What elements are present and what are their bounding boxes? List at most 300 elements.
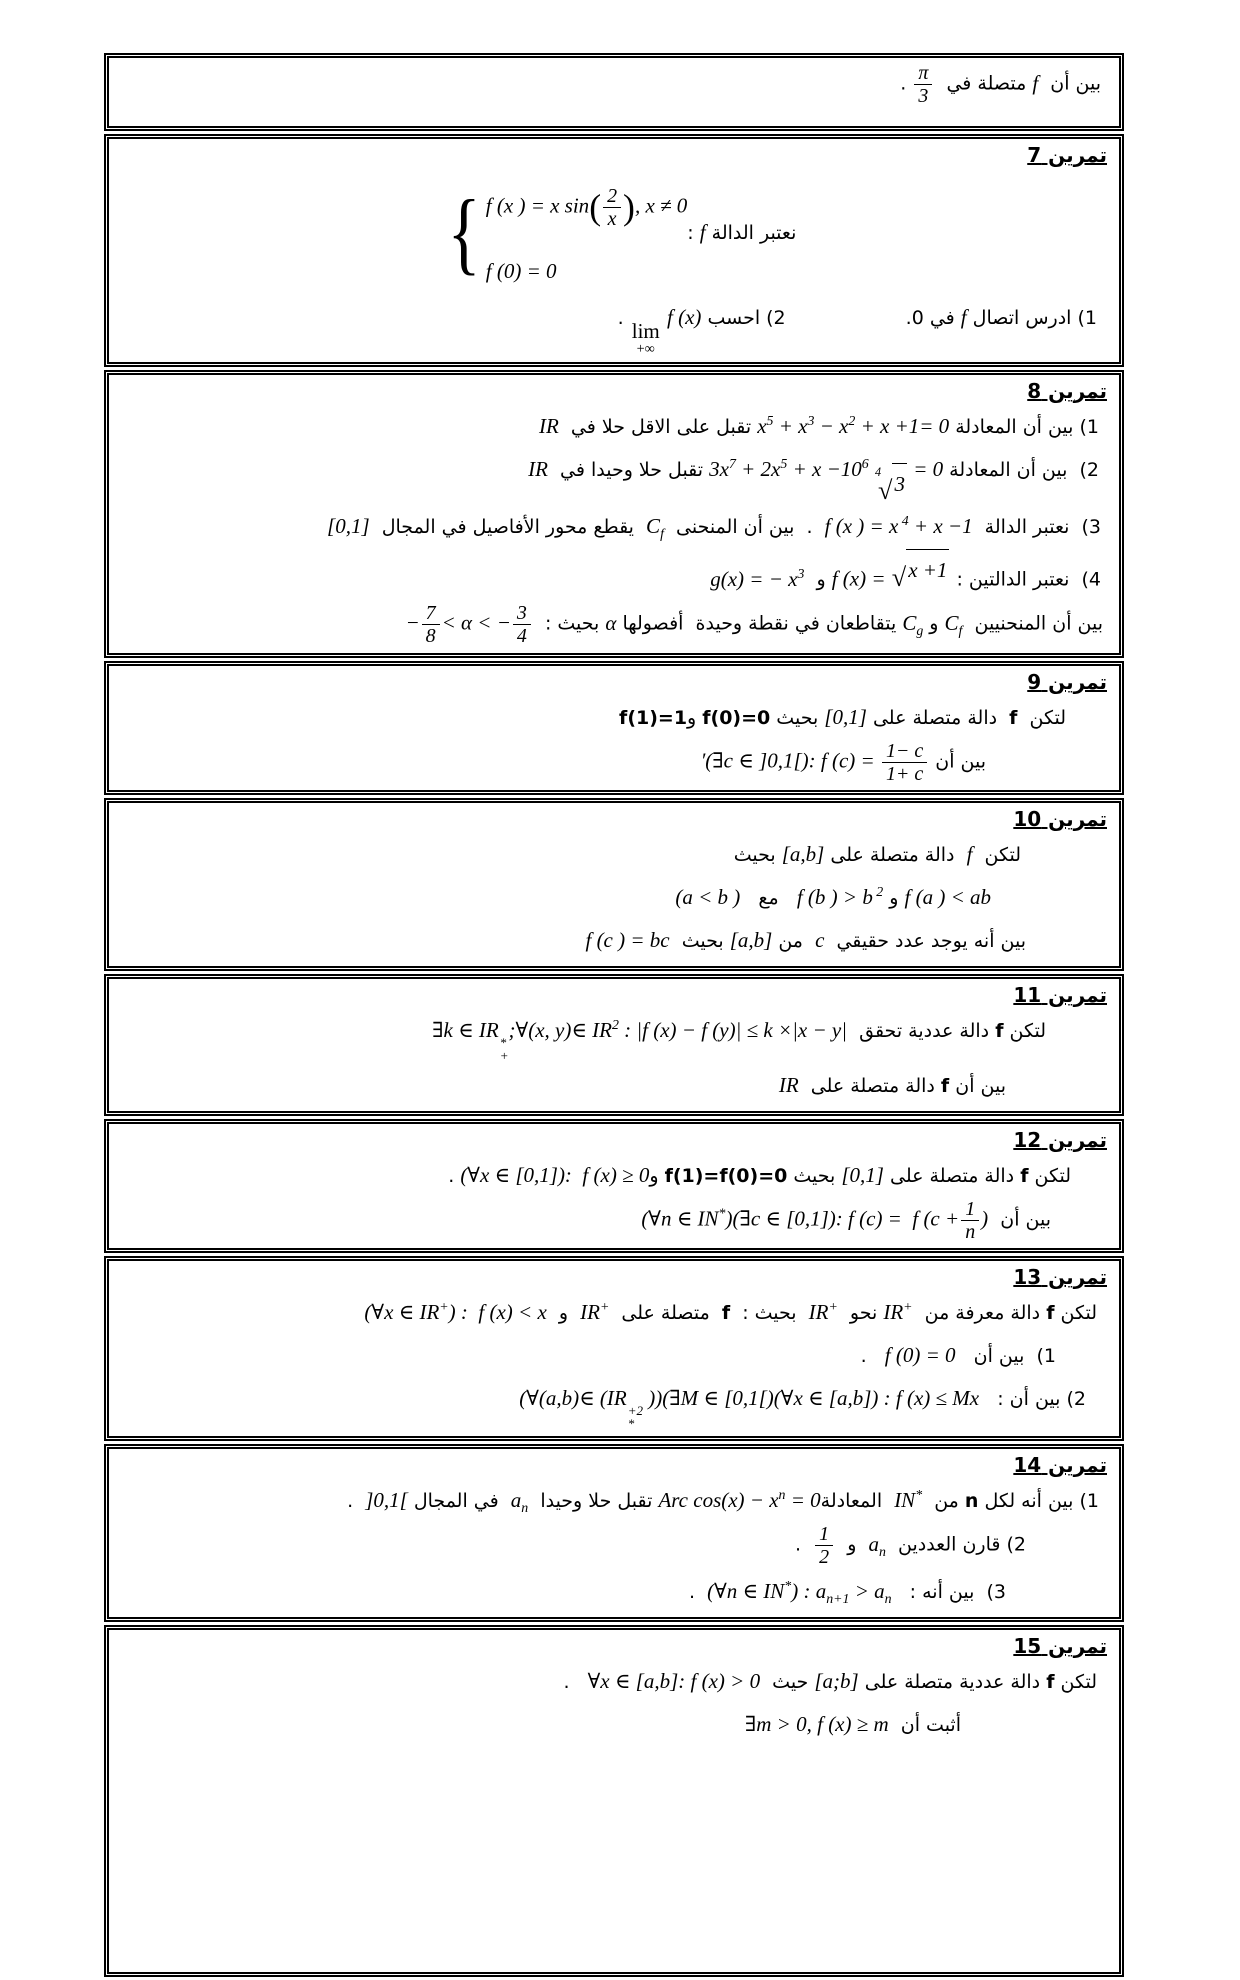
math-text: f bbox=[699, 219, 706, 244]
subscript: f bbox=[660, 526, 664, 542]
arabic-text-run: . bbox=[617, 306, 630, 329]
superscript: + bbox=[828, 1299, 838, 1315]
math-text: f (c ) = bc bbox=[585, 928, 670, 953]
worksheet-line bbox=[117, 1570, 1111, 1613]
math-text: IR bbox=[883, 1300, 904, 1325]
math-island bbox=[813, 1523, 835, 1569]
math-island bbox=[941, 1068, 949, 1105]
math-text: (∀x ∈ [0,1]): f (x) ≥ 0 bbox=[460, 1162, 650, 1187]
math-island bbox=[665, 1158, 788, 1195]
math-text: + 2x bbox=[735, 456, 781, 481]
math-island bbox=[364, 1292, 546, 1333]
superscript: 5 bbox=[780, 455, 788, 471]
arabic-text-run: متصلة في bbox=[934, 72, 1033, 95]
superscript: 2 bbox=[848, 412, 856, 428]
math-island bbox=[630, 297, 702, 357]
math-text: < α < − bbox=[441, 610, 511, 635]
math-text: IR bbox=[528, 456, 548, 481]
math-text: C bbox=[944, 610, 959, 635]
arabic-text-run: . bbox=[860, 1345, 885, 1368]
exercise-8-box bbox=[104, 370, 1124, 658]
math-text: + x bbox=[773, 413, 808, 438]
math-text: [a,b] bbox=[729, 928, 773, 953]
math-text: f(1)=1 bbox=[619, 706, 688, 729]
worksheet-line bbox=[117, 739, 1111, 787]
math-island bbox=[519, 1378, 979, 1431]
math-island bbox=[757, 406, 949, 447]
superscript: 5 bbox=[766, 412, 774, 428]
arabic-text-run: و bbox=[804, 569, 832, 592]
arabic-text-run: أثبت أن bbox=[888, 1713, 961, 1736]
exercise-12-body bbox=[117, 1154, 1111, 1245]
math-text: g(x) = − x bbox=[710, 567, 798, 592]
worksheet-line bbox=[117, 1154, 1111, 1197]
arabic-text-run: . bbox=[448, 1164, 461, 1187]
exercise-7-body bbox=[117, 169, 1111, 358]
math-text: + x +1= 0 bbox=[855, 413, 950, 438]
math-island bbox=[702, 700, 770, 737]
fraction-denominator: 3 bbox=[914, 84, 932, 107]
worksheet-line bbox=[117, 833, 1111, 876]
arabic-text-run: نعتبر الدالة bbox=[705, 221, 797, 244]
worksheet-line bbox=[117, 1660, 1111, 1703]
exercise-6-tail-box bbox=[104, 53, 1124, 131]
arabic-text-run: دالة متصلة على bbox=[798, 1074, 941, 1097]
cases-label bbox=[687, 212, 796, 253]
exercise-13-title: تمرين 13 bbox=[1013, 1265, 1107, 1290]
arabic-text-run: بين أن bbox=[929, 750, 986, 773]
superscript: 4 bbox=[898, 513, 909, 529]
fraction-denominator: n bbox=[961, 1220, 979, 1243]
arabic-text-run: بين أنه يوجد عدد حقيقي bbox=[824, 930, 1026, 953]
subscript: n+1 bbox=[826, 1590, 850, 1606]
exercise-11-box bbox=[104, 974, 1124, 1116]
math-text: α bbox=[605, 610, 617, 635]
fraction bbox=[815, 1523, 833, 1569]
arabic-text-run: المعادلة bbox=[820, 1490, 895, 1513]
math-island bbox=[797, 877, 883, 918]
arabic-text-run: دالة متصلة على bbox=[866, 706, 1010, 729]
math-island bbox=[605, 603, 616, 644]
math-text: a bbox=[510, 1488, 522, 1513]
superscript: + bbox=[903, 1299, 913, 1315]
worksheet-line bbox=[117, 448, 1111, 506]
superscript: * bbox=[915, 1487, 923, 1503]
worksheet-line bbox=[117, 548, 1111, 601]
arabic-text-run: و bbox=[835, 1533, 869, 1556]
math-text: = 0 bbox=[907, 456, 944, 481]
arabic-text-run: 2) بين أن : bbox=[979, 1388, 1086, 1411]
exercise-11-title: تمرين 11 bbox=[1013, 983, 1107, 1008]
exercise-10-title: تمرين 10 bbox=[1013, 807, 1107, 832]
arabic-text-run: دالة عددية تحقق bbox=[847, 1020, 996, 1043]
worksheet-line bbox=[117, 1334, 1111, 1377]
fraction-denominator: 2 bbox=[815, 1545, 833, 1568]
math-text: f(1)=f(0)=0 bbox=[664, 1164, 788, 1187]
worksheet-line bbox=[117, 1703, 1111, 1746]
arabic-text-run: و bbox=[546, 1302, 581, 1325]
math-text: ∃m > 0, f (x) ≥ m bbox=[744, 1711, 889, 1736]
math-text: (∀x ∈ IR bbox=[364, 1300, 440, 1325]
arabic-text-run: دالة عددية متصلة على bbox=[858, 1670, 1047, 1693]
cases-brace: { bbox=[447, 180, 481, 283]
arabic-text-run: . bbox=[563, 1670, 588, 1693]
exercise-10-body bbox=[117, 833, 1111, 962]
worksheet-line bbox=[117, 61, 1111, 109]
math-island bbox=[745, 1704, 889, 1745]
arabic-text-run: و bbox=[687, 706, 703, 729]
math-text: f bbox=[966, 842, 973, 867]
math-island bbox=[588, 1661, 760, 1702]
math-text: ))(∃M ∈ [0,1[)(∀x ∈ [a,b]) : f (x) ≤ Mx bbox=[643, 1386, 980, 1411]
arabic-text-run: متصلة على bbox=[609, 1302, 722, 1325]
math-island bbox=[965, 1483, 979, 1520]
arabic-text-run: يقطع محور الأفاصيل في المجال bbox=[369, 516, 647, 539]
worksheet-line bbox=[117, 919, 1111, 962]
worksheet-line bbox=[117, 876, 1111, 919]
math-text: f bbox=[1020, 1164, 1029, 1187]
arabic-text-run: . bbox=[795, 1533, 814, 1556]
math-text: [0,1] bbox=[327, 514, 370, 539]
subscript: f bbox=[958, 622, 963, 638]
arabic-text-run: . bbox=[347, 1490, 366, 1513]
math-text bbox=[869, 457, 874, 481]
arabic-text-run: تقبل على الاقل حلا في bbox=[558, 415, 758, 438]
exercise-12-title: تمرين 12 bbox=[1013, 1127, 1107, 1152]
fraction bbox=[603, 185, 621, 231]
superscript: 7 bbox=[728, 455, 736, 471]
math-island bbox=[709, 449, 943, 505]
exercise-14-body bbox=[117, 1479, 1111, 1613]
arabic-text-run: 2) قارن العددين bbox=[885, 1533, 1026, 1556]
big-paren: ( bbox=[589, 187, 602, 227]
math-text: IR bbox=[580, 1300, 600, 1325]
fraction-numerator: 3 bbox=[516, 602, 527, 624]
math-island bbox=[722, 1295, 730, 1332]
math-island bbox=[841, 1155, 884, 1196]
math-text: ) : a bbox=[791, 1578, 827, 1603]
arabic-text-run: لتكن bbox=[1028, 1164, 1071, 1187]
fraction-numerator: 1− c bbox=[885, 739, 924, 762]
worksheet-line bbox=[117, 1064, 1111, 1107]
superscript: * bbox=[784, 1577, 792, 1593]
worksheet-line bbox=[117, 1377, 1111, 1432]
exercise-8-body bbox=[117, 405, 1111, 649]
fraction-numerator: 2 bbox=[607, 184, 618, 207]
math-island bbox=[539, 406, 559, 447]
arabic-text-run: 1) بين أن المعادلة bbox=[949, 415, 1099, 438]
fraction bbox=[882, 740, 927, 786]
limit-word: lim bbox=[631, 319, 660, 344]
arabic-text-run: دالة متصلة على bbox=[883, 1164, 1021, 1187]
math-island bbox=[701, 740, 930, 786]
math-island bbox=[809, 1292, 838, 1333]
radicand bbox=[906, 549, 949, 591]
arabic-text-run: بحيث bbox=[787, 1164, 842, 1187]
arabic-text-run: . بين أن المنحنى bbox=[663, 516, 825, 539]
math-text: x bbox=[757, 413, 767, 438]
math-island bbox=[779, 1065, 799, 1106]
math-text: ) bbox=[981, 1206, 989, 1231]
subscript: n bbox=[878, 1543, 886, 1559]
arabic-text-run: مع bbox=[740, 887, 797, 910]
superscript: 6 bbox=[861, 455, 869, 471]
cases-row bbox=[486, 251, 688, 292]
math-text: f (x ) = x sin bbox=[485, 193, 590, 218]
math-text: c bbox=[815, 928, 825, 953]
fraction-numerator: 1 bbox=[819, 1523, 830, 1545]
arabic-text-run: لتكن bbox=[1054, 1670, 1097, 1693]
arabic-text-run: تقبل حلا وحيدا bbox=[528, 1490, 659, 1513]
math-text: − bbox=[405, 610, 420, 635]
exercise-15-body bbox=[117, 1660, 1111, 1746]
exercise-15-title: تمرين 15 bbox=[1013, 1633, 1107, 1658]
arabic-text-run: بحيث bbox=[669, 930, 730, 953]
arabic-text-run: من bbox=[922, 1490, 965, 1513]
worksheet-line bbox=[117, 169, 1111, 296]
math-text: n bbox=[964, 1490, 979, 1513]
exercise-6-tail-body bbox=[117, 61, 1111, 109]
math-text: ) : f (x) < x bbox=[448, 1300, 547, 1325]
radical-index: 4 bbox=[874, 464, 882, 479]
arabic-text-run: دالة معرفة من bbox=[912, 1302, 1047, 1325]
arabic-text-run: بين أن bbox=[949, 1074, 1006, 1097]
worksheet-line bbox=[117, 1197, 1111, 1245]
worksheet-line bbox=[117, 296, 1111, 358]
arabic-text-run: و bbox=[649, 1164, 665, 1187]
math-text: , x ≠ 0 bbox=[634, 193, 688, 218]
arabic-text-run: لتكن bbox=[1054, 1302, 1097, 1325]
math-island bbox=[815, 920, 824, 961]
worksheet-line bbox=[117, 405, 1111, 448]
math-text: IR bbox=[808, 1300, 829, 1325]
superscript: 2 bbox=[611, 1017, 619, 1033]
math-text: IR bbox=[778, 1072, 799, 1097]
math-text: )(∃c ∈ [0,1]): f (c) = f (c + bbox=[725, 1206, 960, 1231]
superscript: n bbox=[778, 1487, 786, 1503]
superscript: 3 bbox=[797, 566, 805, 582]
math-text: f bbox=[1032, 70, 1039, 95]
arabic-text-run: . bbox=[688, 1580, 708, 1603]
math-text: [a,b] bbox=[781, 842, 825, 867]
exercise-8-title: تمرين 8 bbox=[1027, 378, 1107, 403]
math-text: : |f (x) − f (y)| ≤ k ×|x − y| bbox=[618, 1018, 848, 1043]
math-island bbox=[528, 449, 548, 490]
arabic-text-run: : bbox=[687, 221, 700, 244]
radical-sign: √ bbox=[878, 476, 893, 506]
math-island bbox=[327, 506, 370, 547]
math-text: (∀n ∈ IN bbox=[641, 1206, 719, 1231]
math-island bbox=[585, 920, 669, 961]
math-text: > a bbox=[849, 1578, 885, 1603]
fraction bbox=[914, 62, 932, 108]
math-text: IR bbox=[539, 413, 559, 438]
math-island bbox=[675, 877, 740, 918]
math-text: f (0) = 0 bbox=[485, 258, 557, 283]
superscript: 2 bbox=[872, 884, 884, 900]
arabic-text-run: بحيث bbox=[770, 706, 825, 729]
arabic-text-run: بحيث : bbox=[532, 612, 606, 635]
exercise-10-box bbox=[104, 798, 1124, 971]
fraction-denominator: 1+ c bbox=[882, 762, 927, 785]
arabic-text-run: لتكن bbox=[1003, 1020, 1046, 1043]
math-text: ∃k ∈ IR bbox=[432, 1018, 499, 1043]
worksheet-line bbox=[117, 505, 1111, 548]
math-text: C bbox=[646, 514, 661, 539]
math-island bbox=[902, 603, 923, 644]
math-island bbox=[511, 1480, 528, 1521]
arabic-text-run: 2) احسب bbox=[701, 306, 786, 329]
exercise-14-title: تمرين 14 bbox=[1013, 1453, 1107, 1478]
math-text: f bbox=[995, 1020, 1004, 1043]
cases-group bbox=[442, 173, 688, 292]
radicand bbox=[892, 463, 907, 505]
worksheet-line bbox=[117, 1009, 1111, 1064]
math-text: (a < b ) bbox=[675, 885, 741, 910]
math-island bbox=[646, 506, 664, 547]
math-text: f (x ) = x bbox=[824, 514, 899, 539]
math-island bbox=[730, 920, 773, 961]
worksheet-line bbox=[117, 601, 1111, 649]
math-text: [0,1] bbox=[824, 704, 867, 729]
math-text: + x −10 bbox=[787, 456, 862, 481]
math-island bbox=[619, 700, 687, 737]
math-text: IN bbox=[894, 1488, 916, 1513]
radical-sign: √ bbox=[891, 563, 907, 593]
subscript: g bbox=[916, 622, 924, 638]
math-text: ;∀(x, y)∈ IR bbox=[508, 1018, 612, 1043]
worksheet-line bbox=[117, 1522, 1111, 1570]
math-text: f bbox=[1009, 706, 1018, 729]
math-island bbox=[405, 602, 532, 648]
arabic-text-run: و bbox=[923, 612, 945, 635]
sup-sub-stack bbox=[500, 1036, 509, 1063]
exercise-7-box bbox=[104, 134, 1124, 367]
math-island bbox=[782, 834, 825, 875]
cases-rows bbox=[486, 173, 688, 292]
sqrt-radical bbox=[892, 549, 950, 591]
exercise-15-box bbox=[104, 1625, 1124, 1977]
fraction bbox=[961, 1198, 979, 1244]
math-island bbox=[894, 1480, 922, 1521]
math-text: f (0) = 0 bbox=[884, 1343, 956, 1368]
math-island bbox=[641, 1198, 988, 1244]
math-island bbox=[824, 697, 867, 738]
arabic-text-run: بين أن المنحنيين bbox=[962, 612, 1103, 635]
sqrt-radical bbox=[875, 463, 907, 505]
subscript: * bbox=[627, 1416, 635, 1432]
arabic-text-run: من bbox=[772, 930, 816, 953]
math-text: C bbox=[902, 610, 917, 635]
arabic-text-run: 4) نعتبر الدالتين : bbox=[950, 569, 1101, 592]
arabic-text-run: دالة متصلة على bbox=[824, 844, 967, 867]
math-island bbox=[707, 1571, 891, 1612]
subscript: n bbox=[521, 1500, 529, 1516]
math-text: f bbox=[1046, 1302, 1055, 1325]
exercise-9-box bbox=[104, 661, 1124, 796]
arabic-text-run: نحو bbox=[837, 1302, 884, 1325]
math-island bbox=[432, 1010, 847, 1063]
math-text: a bbox=[868, 1531, 879, 1556]
math-text: f (x) bbox=[661, 304, 702, 329]
math-text: [a;b] bbox=[814, 1668, 859, 1693]
math-text: (∀(a,b)∈ (IR bbox=[519, 1386, 627, 1411]
fraction-denominator: 4 bbox=[513, 624, 531, 647]
big-paren: ) bbox=[623, 187, 635, 227]
superscript: * bbox=[718, 1205, 726, 1221]
arabic-text-run: 1) ادرس اتصال bbox=[966, 306, 1097, 329]
math-island bbox=[814, 1661, 858, 1702]
exercise-7-title: تمرين 7 bbox=[1027, 143, 1107, 167]
math-text: (∀n ∈ IN bbox=[707, 1578, 785, 1603]
math-island bbox=[905, 877, 992, 918]
superscript: + bbox=[439, 1299, 449, 1315]
worksheet-line bbox=[117, 1479, 1111, 1522]
exercise-9-title: تمرين 9 bbox=[1027, 669, 1107, 694]
arabic-text-run: بين أن bbox=[1038, 72, 1101, 95]
superscript: 3 bbox=[807, 412, 815, 428]
math-text: 3x bbox=[709, 456, 729, 481]
math-island bbox=[825, 506, 973, 547]
math-island bbox=[580, 1292, 609, 1333]
math-text: f (a ) < ab bbox=[904, 885, 991, 910]
math-island bbox=[885, 1335, 956, 1376]
math-island bbox=[912, 62, 934, 108]
exercise-12-box bbox=[104, 1119, 1124, 1254]
math-island bbox=[365, 1480, 408, 1521]
math-text: ∀x ∈ [a,b]: f (x) > 0 bbox=[587, 1668, 761, 1693]
limit-subscript: +∞ bbox=[636, 341, 655, 358]
math-text: − x bbox=[814, 413, 849, 438]
math-island bbox=[945, 603, 963, 644]
arabic-text-run: بحيث : bbox=[730, 1302, 809, 1325]
arabic-text-run: في المجال bbox=[407, 1490, 511, 1513]
math-text: f bbox=[960, 304, 967, 329]
exercise-13-body bbox=[117, 1291, 1111, 1432]
math-island bbox=[658, 1480, 820, 1521]
arabic-text-run: بين أن bbox=[988, 1208, 1051, 1231]
fraction-numerator: 7 bbox=[425, 602, 436, 624]
arabic-text-run: يتقاطعان في نقطة وحيدة أفصولها bbox=[616, 612, 903, 635]
fraction bbox=[513, 602, 531, 648]
arabic-text-run: لتكن bbox=[1017, 706, 1066, 729]
arabic-text-run: لتكن bbox=[972, 844, 1021, 867]
arabic-text-run: 1) بين أنه لكل bbox=[978, 1490, 1099, 1513]
exercise-9-body bbox=[117, 696, 1111, 787]
arabic-text-run: 1) بين أن bbox=[955, 1345, 1056, 1368]
arabic-text-run: تقبل حلا وحيدا في bbox=[547, 458, 710, 481]
math-text: f bbox=[1046, 1670, 1055, 1693]
arabic-text-run: 3) نعتبر الدالة bbox=[972, 516, 1101, 539]
limit-block bbox=[632, 320, 660, 356]
math-text: ′(∃c ∈ ]0,1[): f (c) = bbox=[700, 748, 880, 773]
worksheet-line bbox=[117, 696, 1111, 739]
superscript: * bbox=[499, 1034, 507, 1050]
math-text: 3 bbox=[894, 471, 905, 496]
math-island bbox=[832, 549, 951, 600]
cases-row bbox=[486, 173, 688, 243]
worksheet-content bbox=[104, 53, 1124, 1980]
math-text: ]0,1[ bbox=[365, 1488, 408, 1513]
math-island bbox=[883, 1292, 912, 1333]
math-text: f(0)=0 bbox=[702, 706, 771, 729]
fraction bbox=[422, 602, 440, 648]
arabic-text-run: . bbox=[900, 72, 913, 95]
fraction-numerator: 1 bbox=[965, 1197, 976, 1220]
math-text: = 0 bbox=[785, 1488, 821, 1513]
math-island bbox=[868, 1524, 885, 1565]
exercise-14-box bbox=[104, 1444, 1124, 1622]
